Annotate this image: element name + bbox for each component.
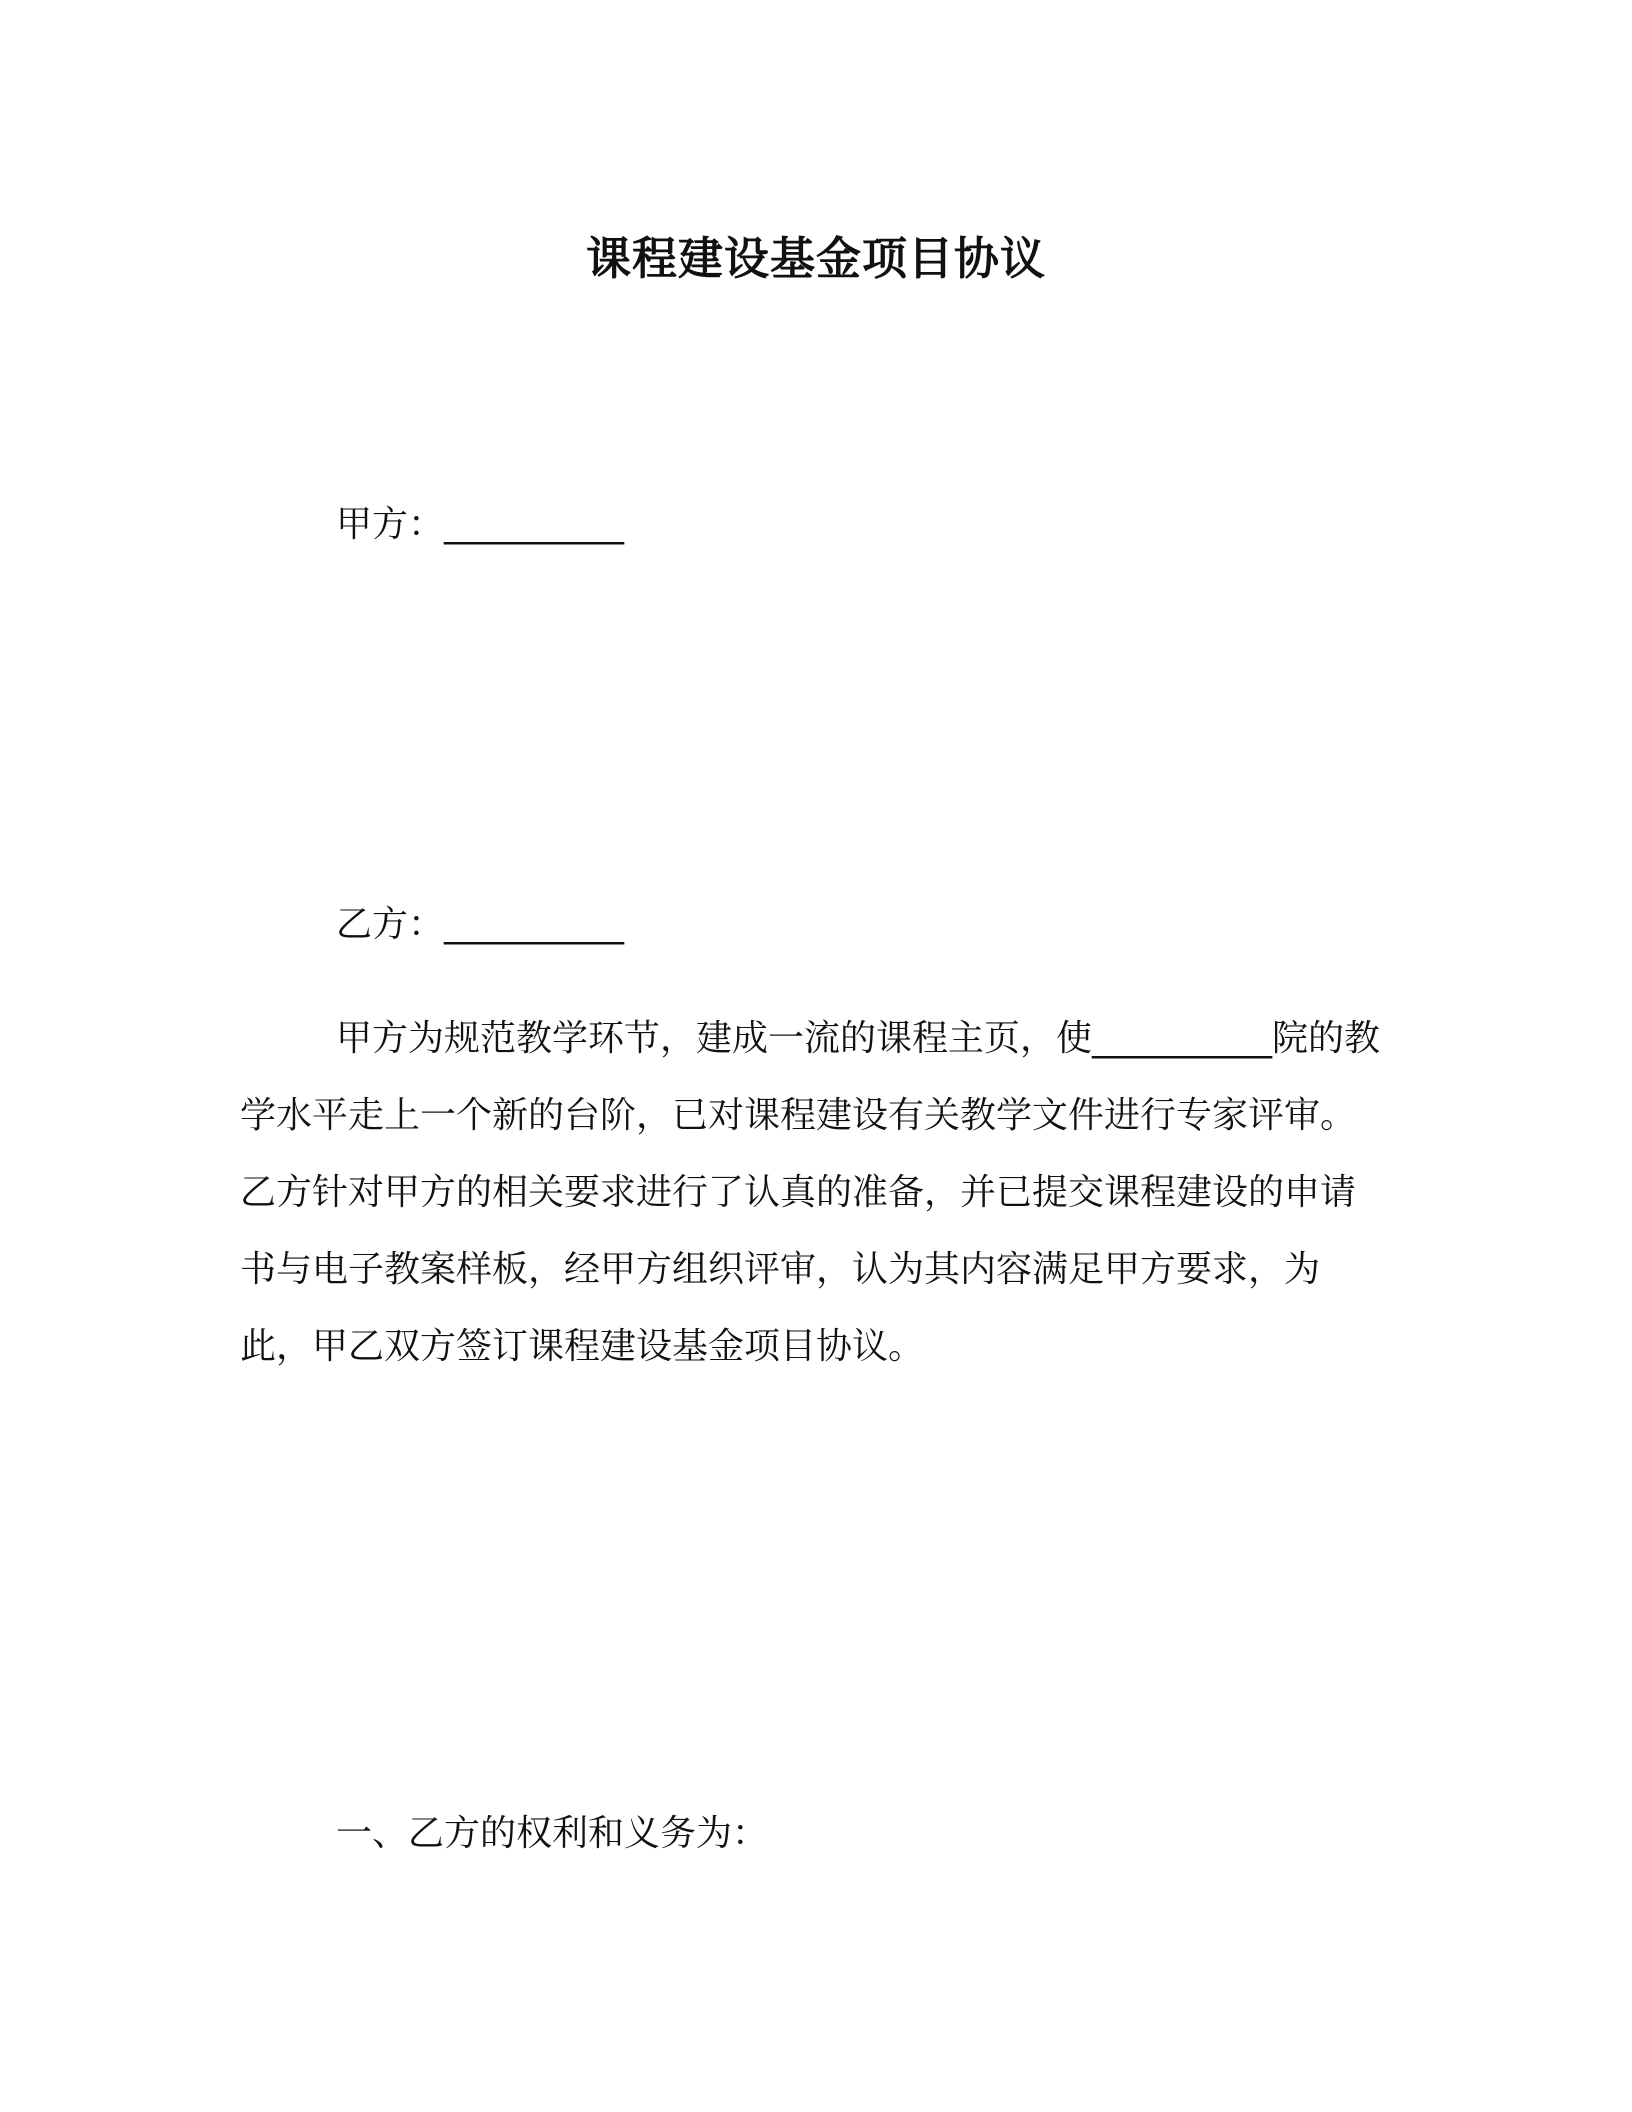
party-a-line: 甲方：__________ bbox=[336, 504, 625, 545]
intro-paragraph: 甲方为规范教学环节，建成一流的课程主页，使__________院的教学水平走上一个新的台阶，已对课程建设有关教学文件进行专家评审。乙方针对甲方的相关要求进行了认真的准备，并已提交课程建设的申请书与电子教案样板，经甲方组织评审，认为其内容满足甲方要求，为此，甲乙双方签订课程建设基金项目协议。 bbox=[240, 1018, 1381, 1367]
section-heading-rights-obligations: 一、乙方的权利和义务为： bbox=[336, 1813, 769, 1854]
document-title: 课程建设基金项目协议 bbox=[585, 232, 1046, 285]
party-b-line: 乙方：__________ bbox=[336, 904, 625, 945]
